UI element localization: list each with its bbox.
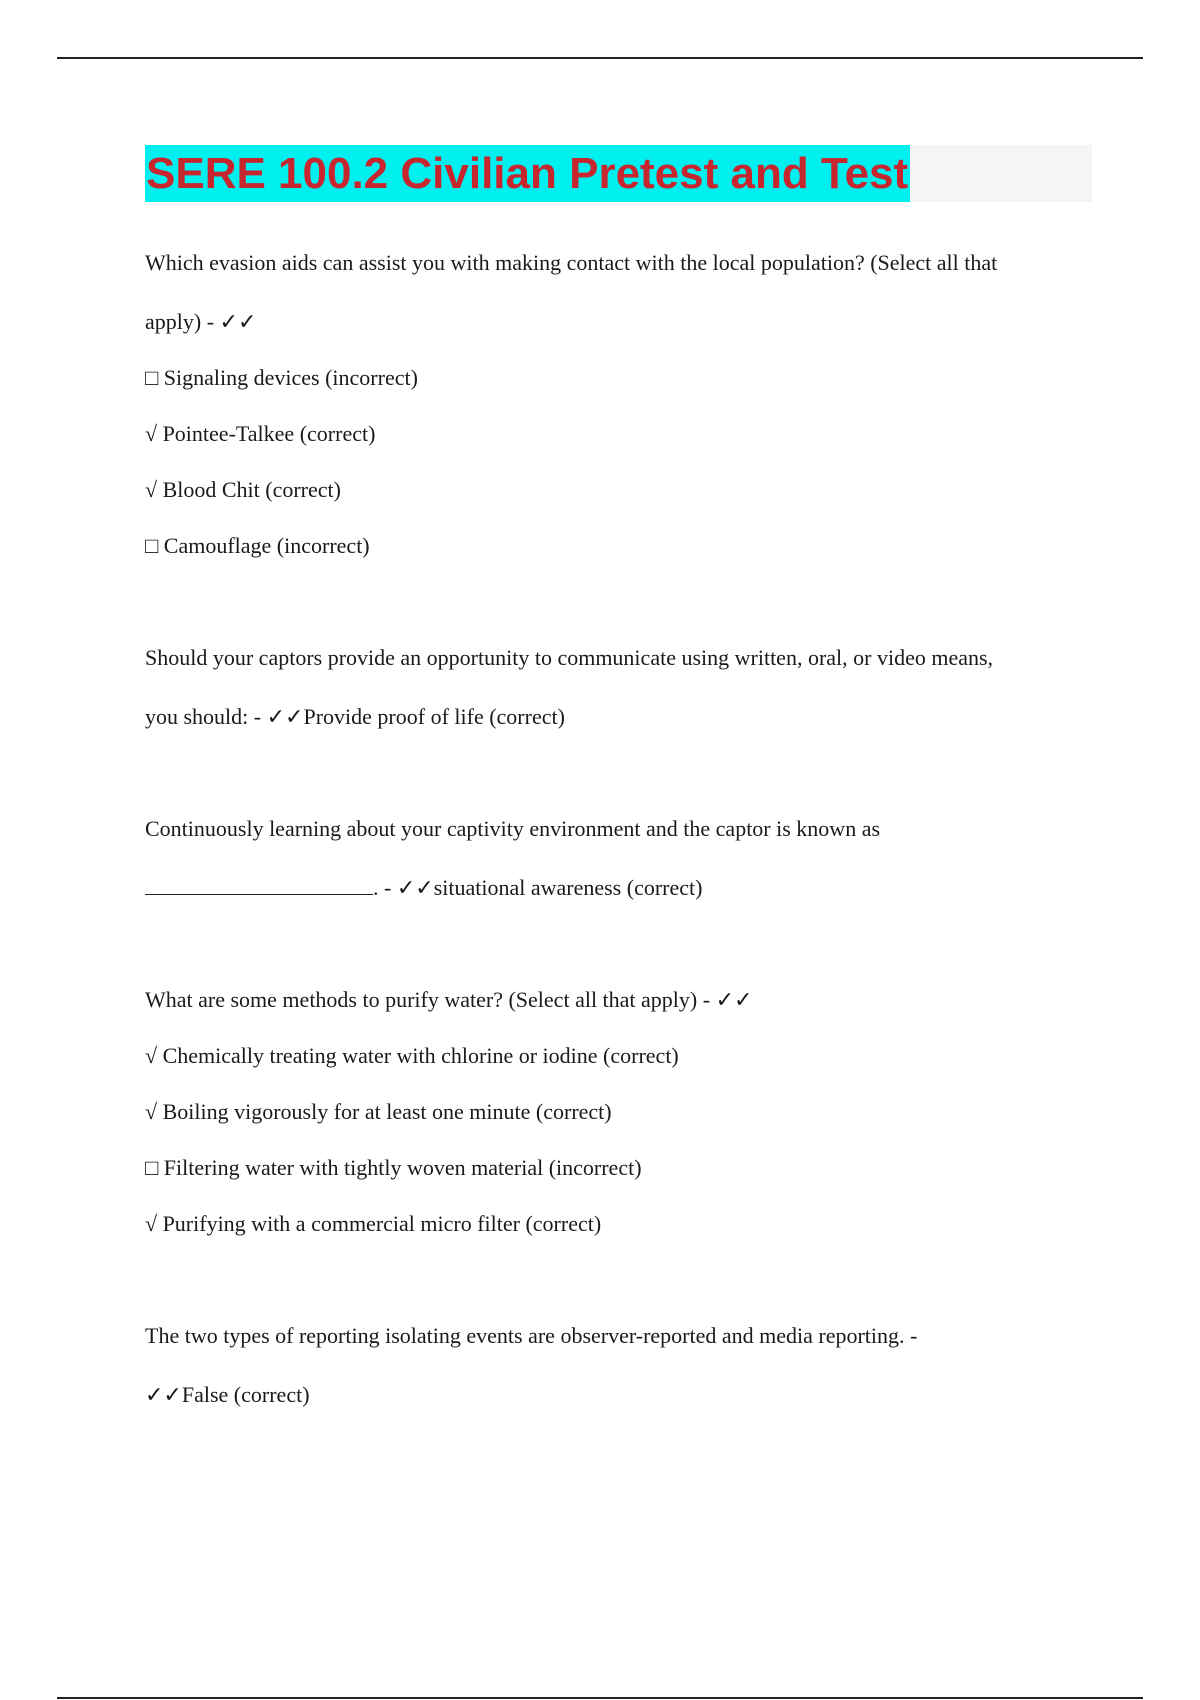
answer-option: □ Signaling devices (incorrect) bbox=[145, 365, 418, 390]
page-title: SERE 100.2 Civilian Pretest and Test bbox=[145, 145, 910, 202]
question-block bbox=[145, 987, 1095, 1237]
document-body bbox=[145, 250, 1095, 1408]
question-text-continued: apply) - ✓✓ bbox=[145, 309, 257, 334]
question-text: The two types of reporting isolating events are observer-reported and media reporting. - bbox=[145, 1323, 918, 1348]
fill-in-blank bbox=[145, 876, 373, 895]
answer-option: √ Boiling vigorously for at least one minute (correct) bbox=[145, 1099, 612, 1124]
answer-text: . - ✓✓situational awareness (correct) bbox=[373, 875, 703, 900]
question-text: Continuously learning about your captivity environment and the captor is known as bbox=[145, 816, 881, 841]
top-rule bbox=[57, 57, 1143, 59]
question-answer: ✓✓False (correct) bbox=[145, 1382, 310, 1407]
question-block bbox=[145, 1323, 1095, 1408]
answer-option: √ Purifying with a commercial micro filter (correct) bbox=[145, 1211, 602, 1236]
answer-option: √ Chemically treating water with chlorine or iodine (correct) bbox=[145, 1043, 679, 1068]
title-band bbox=[145, 145, 1092, 202]
answer-option: □ Filtering water with tightly woven material (incorrect) bbox=[145, 1155, 642, 1180]
question-text: What are some methods to purify water? (Select all that apply) - ✓✓ bbox=[145, 987, 753, 1012]
answer-option: √ Pointee-Talkee (correct) bbox=[145, 421, 376, 446]
question-block bbox=[145, 250, 1095, 559]
question-block bbox=[145, 645, 1095, 730]
question-answer: you should: - ✓✓Provide proof of life (correct) bbox=[145, 704, 565, 729]
answer-option: √ Blood Chit (correct) bbox=[145, 477, 341, 502]
question-text: Should your captors provide an opportunity to communicate using written, oral, or video means, bbox=[145, 645, 994, 670]
question-text: Which evasion aids can assist you with making contact with the local population? (Select all that bbox=[145, 250, 998, 275]
bottom-rule bbox=[57, 1697, 1143, 1699]
question-answer bbox=[145, 875, 1095, 901]
answer-option: □ Camouflage (incorrect) bbox=[145, 533, 370, 558]
question-block bbox=[145, 816, 1095, 901]
